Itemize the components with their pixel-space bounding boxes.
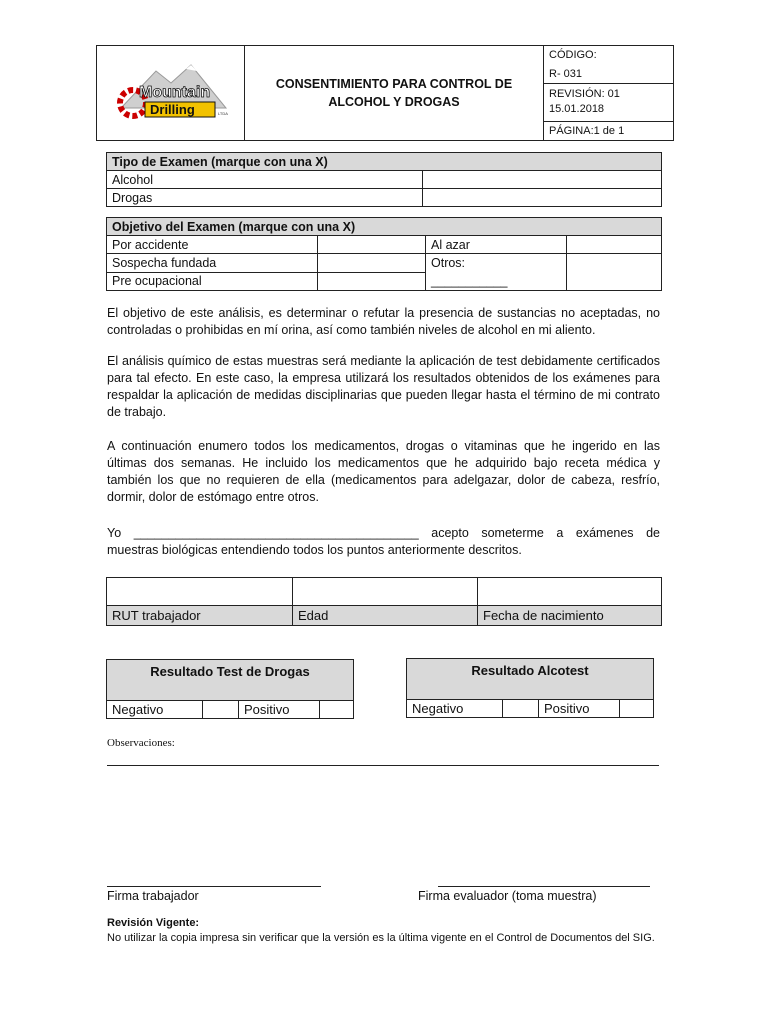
drug-negative-label: Negativo: [107, 701, 203, 719]
footer-title: Revisión Vigente:: [107, 917, 200, 929]
svg-text:LTDA: LTDA: [217, 111, 228, 116]
observations-line[interactable]: [107, 765, 659, 766]
alcohol-test-result-table: [406, 658, 654, 718]
evaluator-signature-label: Firma evaluador (toma muestra): [418, 889, 597, 903]
objective-other-text: Otros:: [431, 256, 466, 270]
exam-objective-table: [106, 217, 662, 291]
drug-positive-label: Positivo: [239, 701, 320, 719]
consent-statement: [107, 525, 660, 559]
objective-accident-mark[interactable]: [318, 236, 426, 254]
consent-prefix: Yo: [107, 526, 122, 540]
alcohol-negative-label: Negativo: [407, 700, 503, 718]
page-label: PÁGINA:1 de 1: [544, 121, 674, 140]
code-label: CÓDIGO:: [544, 46, 674, 65]
paragraph-medications: A continuación enumero todos los medicamentos, drogas o vitaminas que he ingerido en las últimas dos semanas. He incluido los medicamentos que he adquirido bajo receta médica y también los que no requieren de ella (medicamentos para adelgazar, dolor de cabeza, resfrío, dormir, dolor de estómago entre otros.: [107, 439, 660, 504]
mountain-drilling-logo: [101, 53, 241, 133]
objective-suspicion-label: Sospecha fundada: [107, 254, 318, 273]
evaluator-signature-line[interactable]: [438, 886, 650, 887]
objective-preemployment-mark[interactable]: [318, 272, 426, 291]
exam-type-alcohol-mark[interactable]: [423, 171, 662, 189]
objective-other-mark[interactable]: [567, 254, 662, 291]
rut-field[interactable]: [107, 578, 293, 606]
age-label: Edad: [293, 606, 478, 626]
footer-text: No utilizar la copia impresa sin verificar que la versión es la última vigente en el Control de Documentos del SIG.: [107, 932, 655, 944]
drug-test-title: Resultado Test de Drogas: [107, 660, 354, 701]
exam-type-drugs-mark[interactable]: [423, 189, 662, 207]
alcohol-positive-mark[interactable]: [620, 700, 654, 718]
objective-suspicion-mark[interactable]: [318, 254, 426, 273]
drug-test-result-table: [106, 659, 354, 719]
svg-text:Mountain: Mountain: [138, 84, 210, 101]
rut-label: RUT trabajador: [107, 606, 293, 626]
code-value: R- 031: [544, 64, 674, 83]
revision-date: 15.01.2018: [549, 103, 605, 116]
exam-objective-heading: Objetivo del Examen (marque con una X): [107, 218, 662, 236]
footer-note: [107, 916, 660, 946]
objective-accident-label: Por accidente: [107, 236, 318, 254]
alcohol-test-title: Resultado Alcotest: [407, 659, 654, 700]
logo-cell: [97, 46, 245, 141]
svg-text:Drilling: Drilling: [149, 102, 195, 117]
objective-other-blank[interactable]: ___________: [431, 274, 508, 288]
drug-negative-mark[interactable]: [203, 701, 239, 719]
exam-type-table: [106, 152, 662, 207]
objective-preemployment-label: Pre ocupacional: [107, 272, 318, 291]
document-title: CONSENTIMIENTO PARA CONTROL DE ALCOHOL Y DROGAS: [245, 46, 544, 141]
worker-signature-label: Firma trabajador: [107, 889, 199, 903]
consent-name-blank[interactable]: _________________________________________: [133, 526, 419, 540]
observations-label: Observaciones:: [107, 737, 175, 749]
age-field[interactable]: [293, 578, 478, 606]
objective-random-mark[interactable]: [567, 236, 662, 254]
consent-text: acepto someterme a exámenes de muestras biológicas entendiendo todos los puntos anteriormente descritos.: [107, 526, 660, 557]
paragraph-analysis: El análisis químico de estas muestras será mediante la aplicación de test debidamente certificados para tal efecto. En este caso, la empresa utilizará los resultados obtenidos de los exámenes para respaldar la aplicación de medidas disciplinarias que pueden llegar hasta el término de mi contrato de trabajo.: [107, 354, 660, 419]
objective-random-label: Al azar: [426, 236, 567, 254]
worker-info-table: [106, 577, 662, 626]
drug-positive-mark[interactable]: [320, 701, 354, 719]
paragraph-objective: El objetivo de este análisis, es determinar o refutar la presencia de sustancias no aceptadas, no controladas o prohibidas en mí orina, así como también niveles de alcohol en mi aliento.: [107, 306, 660, 337]
document-header: [96, 45, 674, 141]
alcohol-positive-label: Positivo: [539, 700, 620, 718]
exam-type-alcohol-label: Alcohol: [107, 171, 423, 189]
exam-type-drugs-label: Drogas: [107, 189, 423, 207]
exam-type-heading: Tipo de Examen (marque con una X): [107, 153, 662, 171]
alcohol-negative-mark[interactable]: [503, 700, 539, 718]
objective-other-label: [426, 254, 567, 291]
birthdate-label: Fecha de nacimiento: [478, 606, 662, 626]
revision-label: REVISIÓN: 01: [549, 88, 620, 101]
revision-info: [544, 83, 674, 121]
birthdate-field[interactable]: [478, 578, 662, 606]
worker-signature-line[interactable]: [107, 886, 321, 887]
